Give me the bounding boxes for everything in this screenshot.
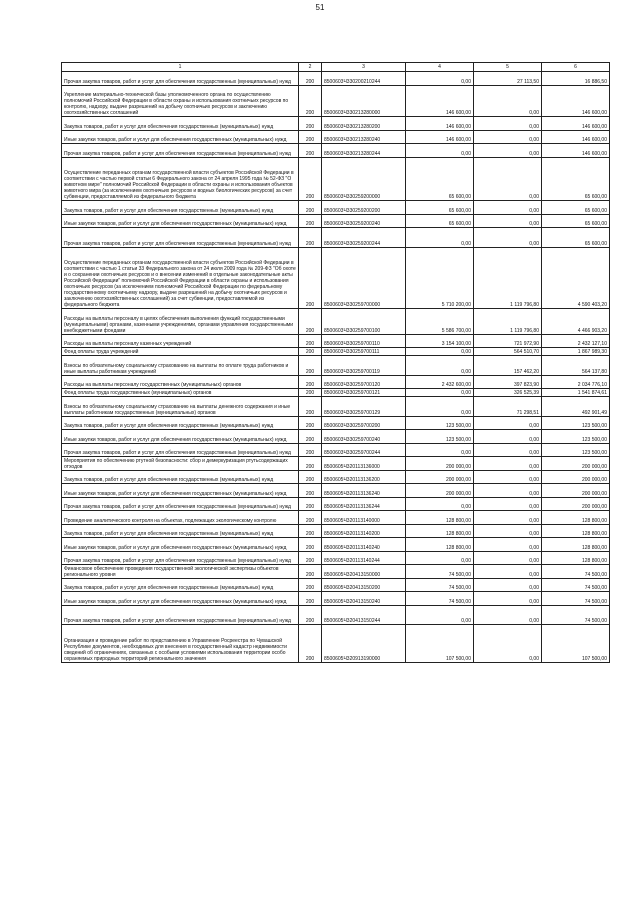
row-name: Иные закупки товаров, работ и услуг для обеспечения государственных (муниципальных) нужд [62,592,299,606]
row-remaining-value: 1 867 989,30 [542,348,610,356]
row-kbk: 8500605Ч320913190000 [322,625,406,663]
row-name: Закупка товаров, работ и услуг для обеспечения государственных (муниципальных) нужд [62,416,299,430]
row-code: 200 [299,228,322,248]
row-plan-value: 3 154 100,00 [406,334,474,348]
row-executed-value: 0,00 [474,457,542,471]
row-code: 200 [299,144,322,158]
row-plan-value: 128 800,00 [406,538,474,552]
row-remaining-value: 146 600,00 [542,130,610,144]
column-header: 6 [542,63,610,72]
row-code: 200 [299,157,322,201]
table-row [62,511,610,525]
row-name: Расходы на выплаты персоналу казенных учреждений [62,334,299,348]
row-code: 200 [299,497,322,511]
row-remaining-value: 146 600,00 [542,144,610,158]
row-remaining-value: 128 800,00 [542,511,610,525]
row-plan-value: 123 500,00 [406,430,474,444]
table-body [62,72,610,663]
row-code: 200 [299,551,322,565]
row-executed-value: 0,00 [474,578,542,592]
row-code: 200 [299,565,322,579]
row-name: Закупка товаров, работ и услуг для обеспечения государственных (муниципальных) нужд [62,117,299,131]
row-name: Расходы на выплаты персоналу государственных (муниципальных) органов [62,375,299,389]
row-kbk: 8500605Ч320413150240 [322,592,406,606]
row-code: 200 [299,457,322,471]
row-name: Взносы по обязательному социальному страхованию на выплаты денежного содержания и иные выплаты работникам государственных (муниципальных) органов [62,397,299,417]
row-kbk: 8500603Ч330259200000 [322,157,406,201]
row-executed-value: 0,00 [474,430,542,444]
row-plan-value: 123 500,00 [406,416,474,430]
row-remaining-value: 107 500,00 [542,625,610,663]
row-name: Прочая закупка товаров, работ и услуг для обеспечения государственных (муниципальных) нужд [62,228,299,248]
column-header: 2 [299,63,322,72]
row-kbk: 8500605Ч320113140000 [322,511,406,525]
row-executed-value: 0,00 [474,551,542,565]
row-remaining-value: 200 000,00 [542,457,610,471]
row-remaining-value: 128 800,00 [542,551,610,565]
row-name: Мероприятия по обеспечению ртутной безопасности: сбор и демеркуризация ртутьсодержащих отходов [62,457,299,471]
row-code: 200 [299,524,322,538]
row-kbk: 8500605Ч320413150000 [322,565,406,579]
row-name: Закупка товаров, работ и услуг для обеспечения государственных (муниципальных) нужд [62,524,299,538]
table-row [62,309,610,335]
row-executed-value: 0,00 [474,214,542,228]
row-kbk: 8500603Ч330259700120 [322,375,406,389]
table-row [62,524,610,538]
row-code: 200 [299,214,322,228]
row-kbk: 8500603Ч330213280240 [322,130,406,144]
table-header-row [62,63,610,72]
row-executed-value: 0,00 [474,85,542,117]
row-executed-value: 0,00 [474,565,542,579]
row-executed-value: 0,00 [474,538,542,552]
row-name: Прочая закупка товаров, работ и услуг для обеспечения государственных (муниципальных) нужд [62,605,299,625]
row-plan-value: 146 600,00 [406,85,474,117]
row-executed-value: 0,00 [474,443,542,457]
row-name: Прочая закупка товаров, работ и услуг для обеспечения государственных (муниципальных) нужд [62,551,299,565]
column-header: 5 [474,63,542,72]
row-executed-value: 0,00 [474,201,542,215]
table-row [62,214,610,228]
row-plan-value: 0,00 [406,228,474,248]
row-code: 200 [299,348,322,356]
row-name: Осуществление переданных органам государственной власти субъектов Российской Федерации в соответствии с частью первой статьи 6 Федерального закона от 24 апреля 1995 года № 52-ФЗ "О животном мире" полномочий Российской Федерации в области охраны и использования объектов животного мира (за исключением охотничьих ресурсов и водных биологических ресурсов) за счет субвенции, предоставляемой из федерального бюджета [62,157,299,201]
row-code: 200 [299,416,322,430]
row-code: 200 [299,334,322,348]
row-plan-value: 74 500,00 [406,578,474,592]
table-row [62,144,610,158]
row-code: 200 [299,130,322,144]
row-kbk: 8500603Ч330259700111 [322,348,406,356]
row-executed-value: 0,00 [474,117,542,131]
row-executed-value: 0,00 [474,470,542,484]
row-plan-value: 74 500,00 [406,565,474,579]
row-executed-value: 157 462,20 [474,356,542,376]
row-executed-value: 0,00 [474,511,542,525]
row-remaining-value: 74 500,00 [542,605,610,625]
row-remaining-value: 123 500,00 [542,443,610,457]
row-name: Взносы по обязательному социальному страхованию на выплаты по оплате труда работников и иные выплаты работникам учреждений [62,356,299,376]
row-kbk: 8500605Ч320113136000 [322,457,406,471]
row-plan-value: 0,00 [406,605,474,625]
row-executed-value: 1 119 796,80 [474,247,542,309]
row-name: Иные закупки товаров, работ и услуг для обеспечения государственных (муниципальных) нужд [62,484,299,498]
row-name: Финансовое обеспечение проведения государственной экологической экспертизы объектов регионального уровня [62,565,299,579]
page-number: 51 [315,3,325,12]
row-remaining-value: 65 600,00 [542,201,610,215]
row-plan-value: 65 600,00 [406,157,474,201]
row-code: 200 [299,397,322,417]
table-row [62,72,610,86]
row-executed-value: 0,00 [474,157,542,201]
row-kbk: 8500603Ч330259700000 [322,247,406,309]
row-kbk: 8500603Ч330213280000 [322,85,406,117]
row-name: Фонд оплаты труда государственных (муниципальных) органов [62,389,299,397]
table-row [62,625,610,663]
row-remaining-value: 564 137,80 [542,356,610,376]
row-plan-value: 65 600,00 [406,214,474,228]
table-row [62,201,610,215]
row-plan-value: 128 800,00 [406,511,474,525]
row-remaining-value: 200 000,00 [542,497,610,511]
row-remaining-value: 123 500,00 [542,416,610,430]
table-row [62,592,610,606]
row-kbk: 8500603Ч330259200200 [322,201,406,215]
table-row [62,416,610,430]
row-plan-value: 146 600,00 [406,130,474,144]
row-executed-value: 0,00 [474,524,542,538]
row-kbk: 8500605Ч320113140244 [322,551,406,565]
row-executed-value: 1 119 796,80 [474,309,542,335]
row-code: 200 [299,625,322,663]
row-executed-value: 0,00 [474,416,542,430]
row-name: Проведение аналитического контроля на объектах, подлежащих экологическому контролю [62,511,299,525]
row-kbk: 8500605Ч320113136200 [322,470,406,484]
row-kbk: 8500603Ч330259700121 [322,389,406,397]
row-remaining-value: 146 600,00 [542,85,610,117]
row-plan-value: 200 000,00 [406,484,474,498]
row-plan-value: 0,00 [406,551,474,565]
row-plan-value: 5 586 700,00 [406,309,474,335]
row-kbk: 8500605Ч320413150244 [322,605,406,625]
row-name: Прочая закупка товаров, работ и услуг для обеспечения государственных (муниципальных) нужд [62,144,299,158]
row-executed-value: 0,00 [474,497,542,511]
row-name: Закупка товаров, работ и услуг для обеспечения государственных (муниципальных) нужд [62,578,299,592]
row-remaining-value: 492 901,49 [542,397,610,417]
row-kbk: 8500603Ч330259700119 [322,356,406,376]
row-plan-value: 128 800,00 [406,524,474,538]
row-executed-value: 0,00 [474,484,542,498]
row-plan-value: 146 600,00 [406,117,474,131]
row-name: Фонд оплаты труда учреждений [62,348,299,356]
row-code: 200 [299,443,322,457]
table-row [62,565,610,579]
table-row [62,348,610,356]
row-kbk: 8500605Ч320113136240 [322,484,406,498]
budget-table [61,62,610,663]
table-row [62,356,610,376]
row-name: Иные закупки товаров, работ и услуг для обеспечения государственных (муниципальных) нужд [62,538,299,552]
row-kbk: 8500605Ч320413150200 [322,578,406,592]
table-row [62,443,610,457]
table-row [62,497,610,511]
row-kbk: 8500603Ч330259700240 [322,430,406,444]
row-kbk: 8500603Ч330200210244 [322,72,406,86]
row-plan-value: 0,00 [406,72,474,86]
row-remaining-value: 200 000,00 [542,470,610,484]
row-remaining-value: 2 432 127,10 [542,334,610,348]
table-row [62,430,610,444]
row-code: 200 [299,117,322,131]
row-executed-value: 721 972,90 [474,334,542,348]
row-code: 200 [299,356,322,376]
row-plan-value: 0,00 [406,389,474,397]
table-row [62,389,610,397]
row-code: 200 [299,578,322,592]
table-row [62,470,610,484]
row-code: 200 [299,592,322,606]
row-kbk: 8500603Ч330259700100 [322,309,406,335]
row-name: Прочая закупка товаров, работ и услуг для обеспечения государственных (муниципальных) нужд [62,497,299,511]
row-remaining-value: 2 034 776,10 [542,375,610,389]
table-row [62,157,610,201]
table-row [62,130,610,144]
row-remaining-value: 1 541 874,61 [542,389,610,397]
row-remaining-value: 16 886,50 [542,72,610,86]
row-executed-value: 0,00 [474,605,542,625]
row-code: 200 [299,247,322,309]
row-name: Иные закупки товаров, работ и услуг для обеспечения государственных (муниципальных) нужд [62,430,299,444]
table-row [62,578,610,592]
row-name: Закупка товаров, работ и услуг для обеспечения государственных (муниципальных) нужд [62,201,299,215]
row-name: Укрепление материально-технической базы уполномоченного органа по осуществлению полномочий Российской Федерации в области охраны и использования охотничьих ресурсов по контролю, надзору, выдаче разрешений на добычу охотничьих ресурсов и заключению охотхозяйственных соглашений [62,85,299,117]
table-row [62,484,610,498]
table-row [62,457,610,471]
row-kbk: 8500605Ч320113140200 [322,524,406,538]
row-kbk: 8500603Ч330259700244 [322,443,406,457]
row-plan-value: 74 500,00 [406,592,474,606]
column-header: 4 [406,63,474,72]
table-row [62,247,610,309]
table-row [62,85,610,117]
table-row [62,605,610,625]
row-plan-value: 200 000,00 [406,470,474,484]
table-row [62,397,610,417]
row-name: Иные закупки товаров, работ и услуг для обеспечения государственных (муниципальных) нужд [62,214,299,228]
row-plan-value: 0,00 [406,144,474,158]
table-row [62,228,610,248]
row-kbk: 8500605Ч320113140240 [322,538,406,552]
row-kbk: 8500603Ч330259700200 [322,416,406,430]
row-remaining-value: 4 590 403,20 [542,247,610,309]
row-remaining-value: 74 500,00 [542,578,610,592]
row-name: Прочая закупка товаров, работ и услуг для обеспечения государственных (муниципальных) нужд [62,72,299,86]
table-row [62,551,610,565]
row-kbk: 8500603Ч330259200244 [322,228,406,248]
row-name: Прочая закупка товаров, работ и услуг для обеспечения государственных (муниципальных) нужд [62,443,299,457]
row-executed-value: 0,00 [474,228,542,248]
row-remaining-value: 65 600,00 [542,214,610,228]
row-code: 200 [299,470,322,484]
row-code: 200 [299,85,322,117]
row-executed-value: 0,00 [474,130,542,144]
row-executed-value: 71 298,51 [474,397,542,417]
row-code: 200 [299,309,322,335]
row-kbk: 8500603Ч330213280244 [322,144,406,158]
row-kbk: 8500603Ч330259200240 [322,214,406,228]
table-row [62,334,610,348]
row-executed-value: 326 525,39 [474,389,542,397]
row-remaining-value: 65 600,00 [542,228,610,248]
row-executed-value: 27 113,50 [474,72,542,86]
table-row [62,117,610,131]
row-name: Расходы на выплаты персоналу в целях обеспечения выполнения функций государственными (муниципальными) органами, казенными учреждениями, органами управления государственными внебюджетными фондами [62,309,299,335]
row-plan-value: 0,00 [406,397,474,417]
row-plan-value: 5 710 200,00 [406,247,474,309]
row-plan-value: 65 600,00 [406,201,474,215]
row-name: Закупка товаров, работ и услуг для обеспечения государственных (муниципальных) нужд [62,470,299,484]
row-plan-value: 0,00 [406,497,474,511]
row-name: Иные закупки товаров, работ и услуг для обеспечения государственных (муниципальных) нужд [62,130,299,144]
column-header: 1 [62,63,299,72]
row-executed-value: 0,00 [474,625,542,663]
row-remaining-value: 74 500,00 [542,592,610,606]
row-code: 200 [299,72,322,86]
row-remaining-value: 65 600,00 [542,157,610,201]
row-plan-value: 0,00 [406,348,474,356]
row-executed-value: 0,00 [474,592,542,606]
row-code: 200 [299,538,322,552]
row-plan-value: 2 432 600,00 [406,375,474,389]
row-remaining-value: 4 466 903,20 [542,309,610,335]
row-kbk: 8500605Ч320113136244 [322,497,406,511]
row-code: 200 [299,430,322,444]
row-kbk: 8500603Ч330259700110 [322,334,406,348]
row-plan-value: 200 000,00 [406,457,474,471]
row-code: 200 [299,389,322,397]
row-remaining-value: 200 000,00 [542,484,610,498]
row-remaining-value: 128 800,00 [542,524,610,538]
row-executed-value: 0,00 [474,144,542,158]
table-row [62,538,610,552]
row-kbk: 8500603Ч330259700129 [322,397,406,417]
row-code: 200 [299,375,322,389]
row-remaining-value: 146 600,00 [542,117,610,131]
row-name: Осуществление переданных органам государственной власти субъектов Российской Федерации в соответствии с частью 1 статьи 33 Федерального закона от 24 июля 2009 года № 209-ФЗ "Об охоте и о сохранении охотничьих ресурсов и о внесении изменений в отдельные законодательные акты Российской Федерации" полномочий Российской Федерации в области охраны и использования охотничьих ресурсов (за исключением полномочий Российской Федерации по федеральному государственному охотничьему надзору, выдаче разрешений на добычу охотничьих ресурсов и заключению охотхозяйственных соглашений) за счет субвенции, предоставляемой из федерального бюджета [62,247,299,309]
row-remaining-value: 123 500,00 [542,430,610,444]
row-remaining-value: 128 800,00 [542,538,610,552]
table-row [62,375,610,389]
row-code: 200 [299,511,322,525]
row-plan-value: 0,00 [406,356,474,376]
row-code: 200 [299,201,322,215]
row-kbk: 8500603Ч330213280200 [322,117,406,131]
row-code: 200 [299,605,322,625]
row-remaining-value: 74 500,00 [542,565,610,579]
row-executed-value: 564 510,70 [474,348,542,356]
column-header: 3 [322,63,406,72]
row-name: Организация и проведение работ по представлению в Управление Росреестра по Чувашской Республике документов, необходимых для внесения в государственный кадастр недвижимости сведений об ограничениях, связанных с особыми условиями использования территории особо охраняемых природных территорий регионального значения [62,625,299,663]
row-plan-value: 0,00 [406,443,474,457]
row-code: 200 [299,484,322,498]
row-plan-value: 107 500,00 [406,625,474,663]
row-executed-value: 397 823,90 [474,375,542,389]
